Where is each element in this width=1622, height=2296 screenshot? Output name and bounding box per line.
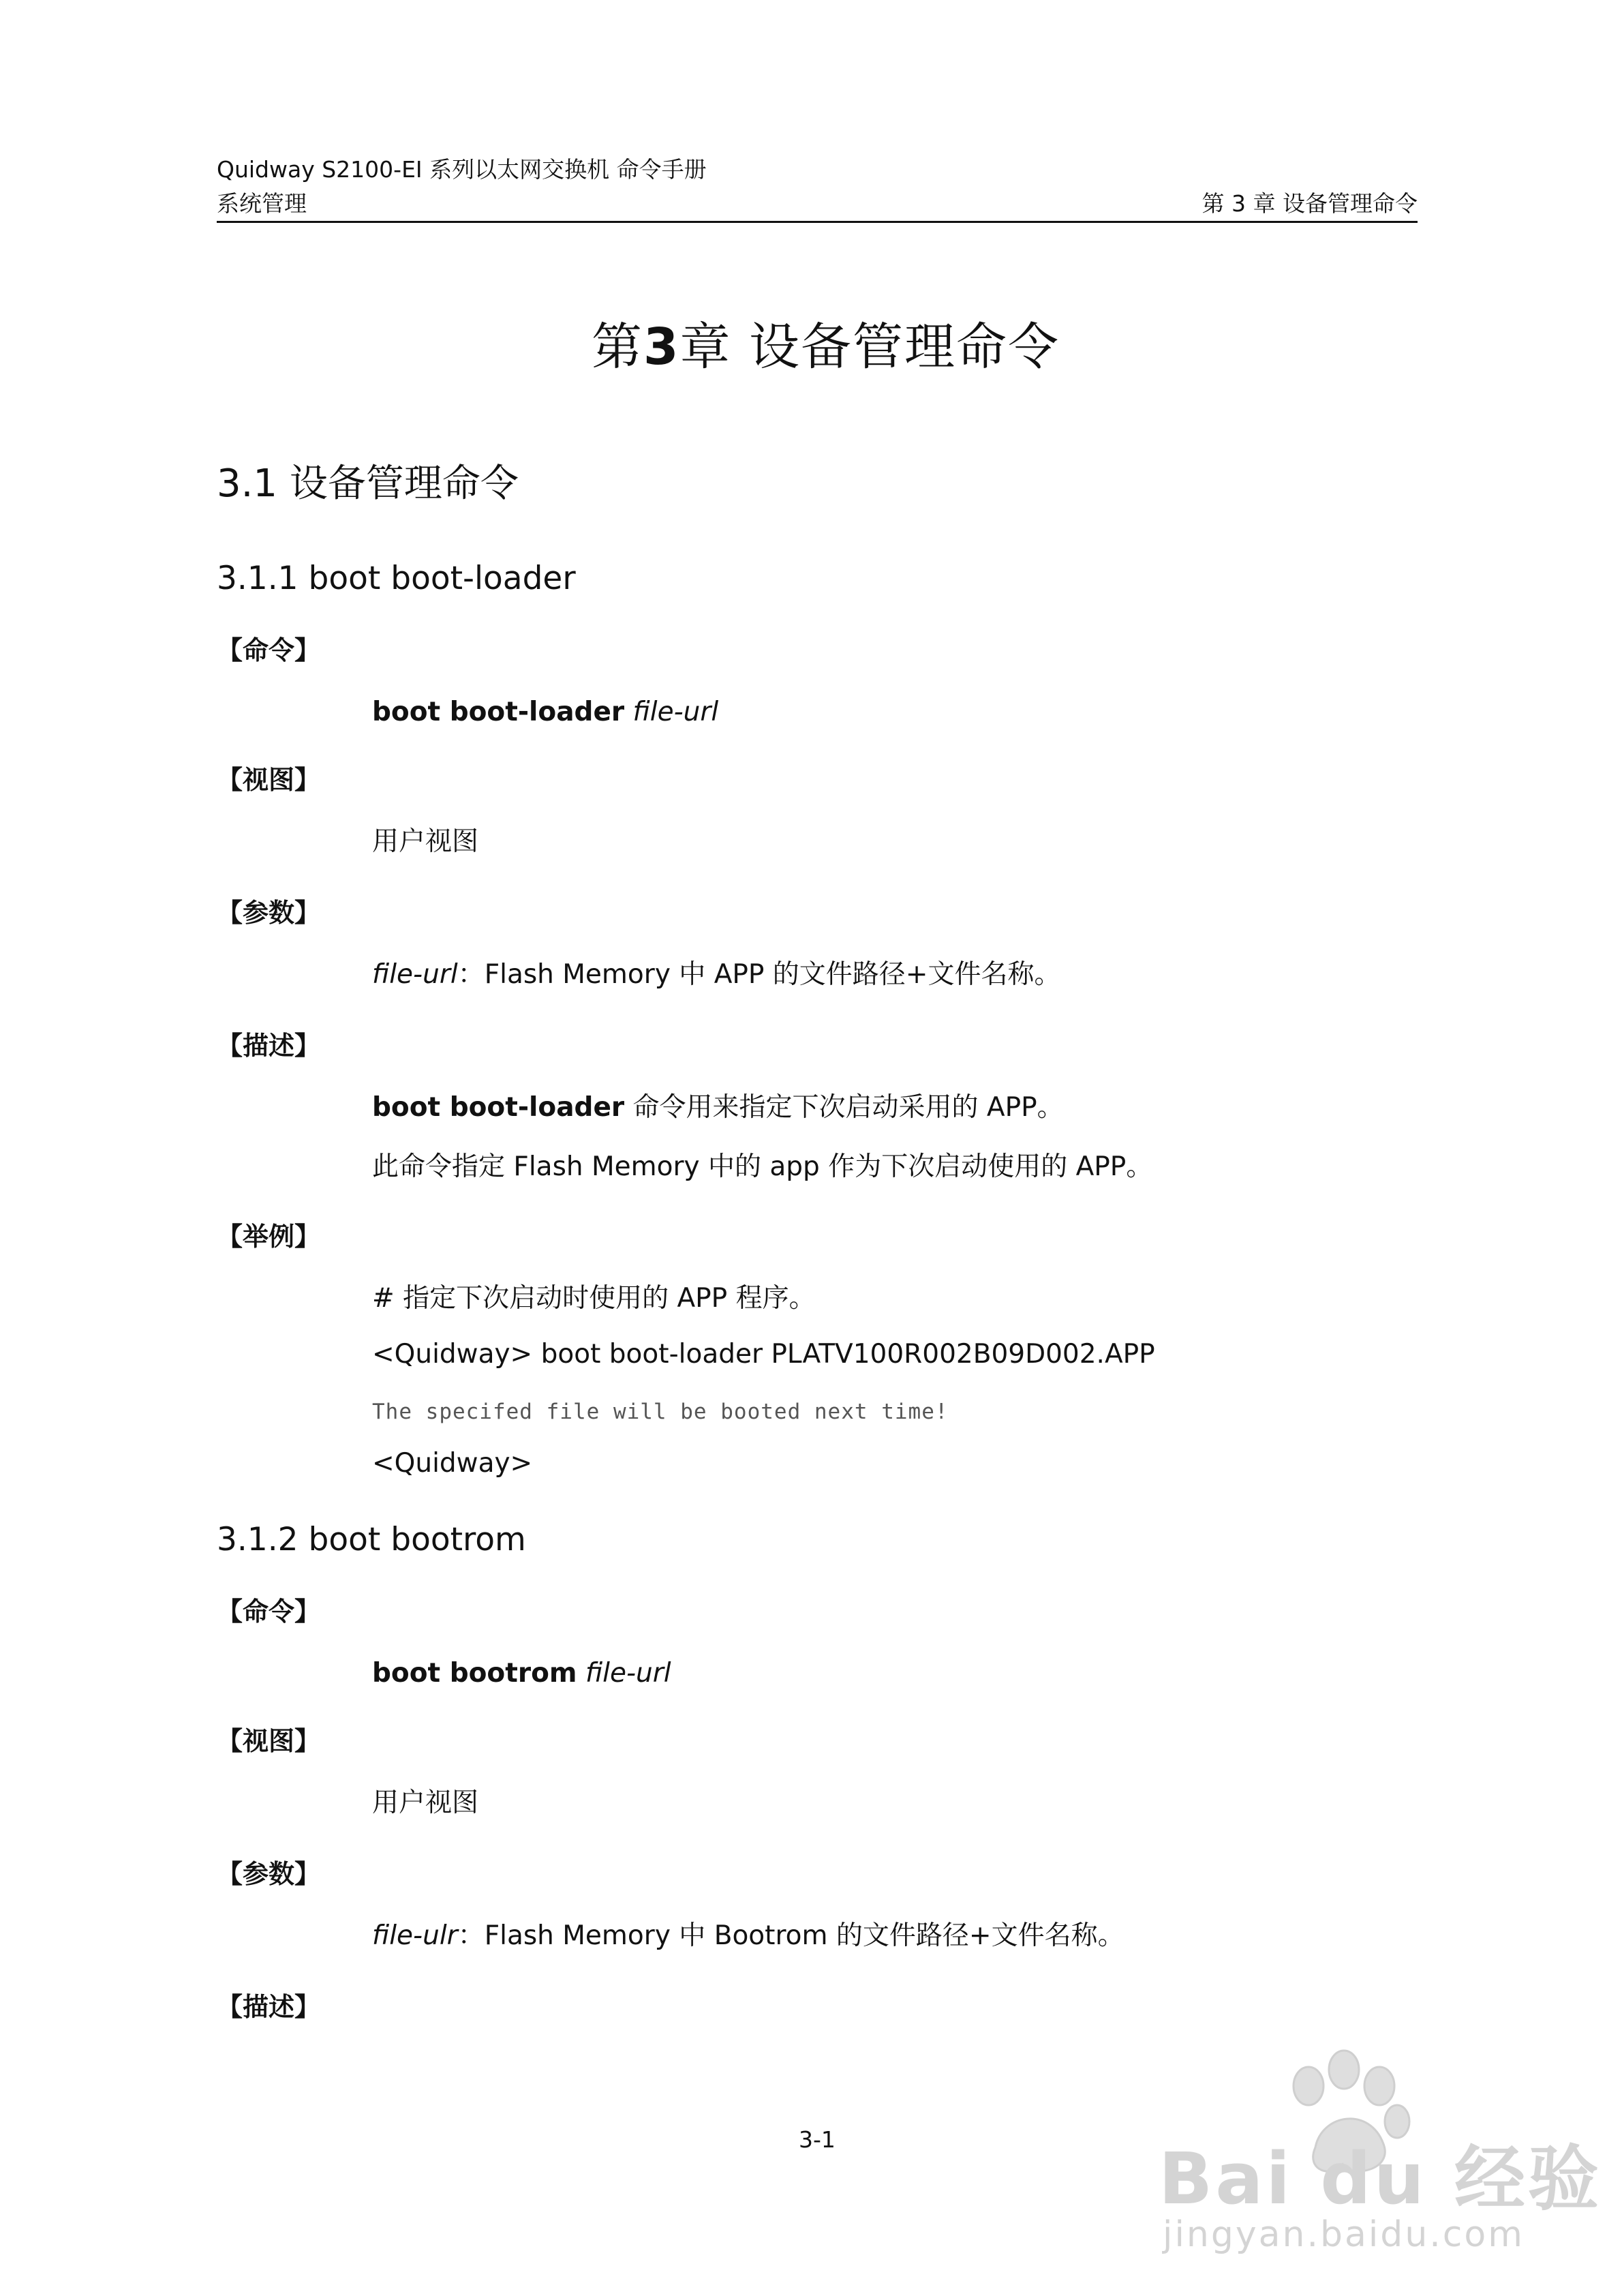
description-label-2: 【描述】 xyxy=(217,1992,321,2022)
header-section-left: 系统管理 xyxy=(217,190,307,217)
example-prompt: <Quidway> xyxy=(372,1448,533,1479)
chapter-title xyxy=(592,318,1060,376)
header-section-right: 第 3 章 设备管理命令 xyxy=(1202,190,1418,217)
chapter-suffix: 章 设备管理命令 xyxy=(679,318,1060,376)
command-label-2: 【命令】 xyxy=(217,1597,321,1627)
param-name: file-url xyxy=(372,959,458,990)
command-keyword-2: boot bootrom xyxy=(372,1658,577,1689)
description-text: 命令用来指定下次启动采用的 APP。 xyxy=(624,1092,1064,1123)
param-line xyxy=(372,961,1060,988)
description-keyword: boot boot-loader xyxy=(372,1092,625,1123)
description-line-1 xyxy=(372,1094,1064,1121)
command-argument-2: file-url xyxy=(585,1658,671,1689)
subsection-heading-boot-loader: 3.1.1 boot boot-loader xyxy=(217,560,576,597)
command-argument: file-url xyxy=(632,697,719,727)
command-keyword: boot boot-loader xyxy=(372,697,625,727)
example-label: 【举例】 xyxy=(217,1222,321,1252)
header-product: Quidway S2100-EI 系列以太网交换机 命令手册 xyxy=(217,156,707,183)
header-divider xyxy=(217,221,1418,223)
chapter-prefix: 第 xyxy=(592,318,643,376)
example-command: <Quidway> boot boot-loader PLATV100R002B09D002.APP xyxy=(372,1339,1155,1370)
watermark-url: jingyan.baidu.com xyxy=(1163,2214,1525,2255)
example-output: The specifed file will be booted next time! xyxy=(372,1400,949,1424)
params-label: 【参数】 xyxy=(217,898,321,928)
view-label: 【视图】 xyxy=(217,765,321,795)
example-comment: # 指定下次启动时使用的 APP 程序。 xyxy=(372,1283,816,1314)
page-number: 3-1 xyxy=(799,2126,836,2153)
subsection-heading-bootrom: 3.1.2 boot bootrom xyxy=(217,1521,526,1558)
command-syntax xyxy=(372,699,718,725)
param-name-2: file-ulr xyxy=(372,1920,458,1951)
section-title: 3.1 设备管理命令 xyxy=(217,462,519,506)
watermark-logo: Bai du 经验 xyxy=(1159,2137,1602,2220)
chapter-number: 3 xyxy=(643,318,680,376)
description-line-2: 此命令指定 Flash Memory 中的 app 作为下次启动使用的 APP。 xyxy=(372,1151,1153,1182)
command-syntax-2 xyxy=(372,1660,671,1687)
view-value: 用户视图 xyxy=(372,826,479,857)
command-label: 【命令】 xyxy=(217,635,321,665)
param-description: ：Flash Memory 中 APP 的文件路径+文件名称。 xyxy=(457,959,1061,990)
view-label-2: 【视图】 xyxy=(217,1726,321,1756)
params-label-2: 【参数】 xyxy=(217,1859,321,1889)
view-value-2: 用户视图 xyxy=(372,1787,479,1818)
param-description-2: ：Flash Memory 中 Bootrom 的文件路径+文件名称。 xyxy=(457,1920,1124,1951)
description-label: 【描述】 xyxy=(217,1031,321,1061)
param-line-2 xyxy=(372,1922,1124,1949)
